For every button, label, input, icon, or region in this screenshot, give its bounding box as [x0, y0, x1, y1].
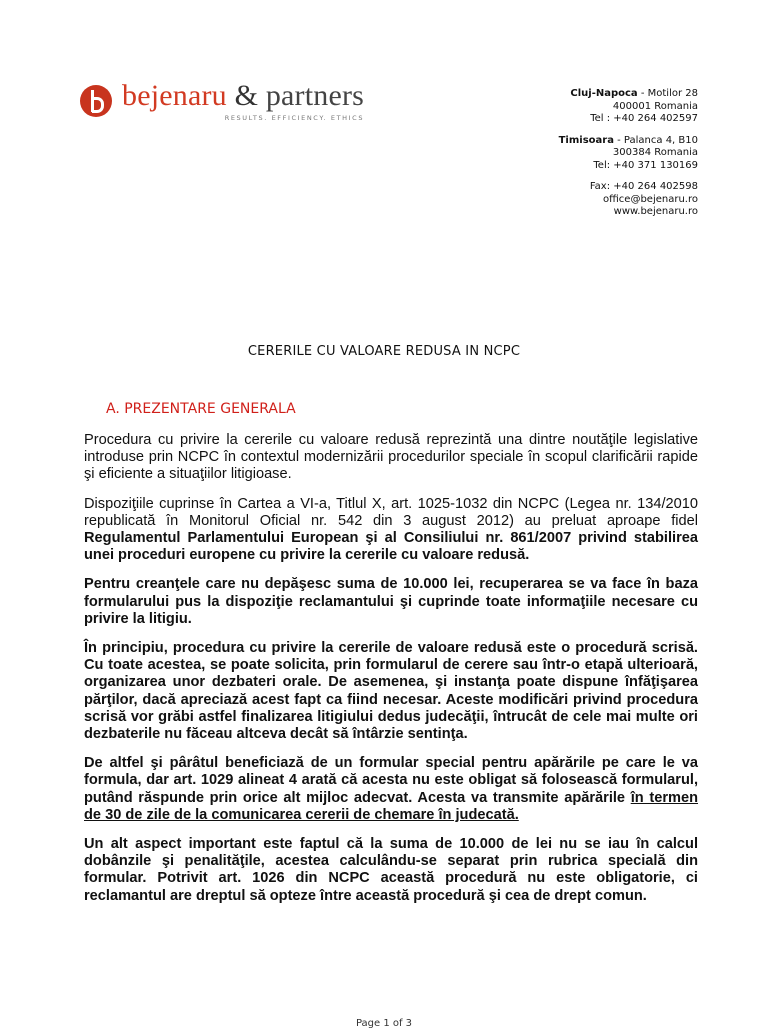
logo-name	[122, 80, 364, 112]
timisoara-address: - Palanca 4, B10	[613, 134, 698, 146]
logo-name-partners: partners	[265, 79, 365, 112]
timisoara-city: Timisoara	[558, 134, 614, 146]
logo-ampersand: &	[234, 79, 259, 112]
paragraph-2-text: Dispoziţiile cuprinse în Cartea a VI-a, Titlul X, art. 1025-1032 din NCPC (Legea nr. 134/2010 republicată în Monitorul Oficial nr. 542 din 3 august 2012) au preluat aproape fidel	[84, 495, 698, 529]
contact-info	[559, 88, 698, 228]
paragraph-1: Procedura cu privire la cererile cu valoare redusă reprezintă una dintre noutăţile legislative introduse prin NCPC în contextul modernizării procedurilor speciale în scopul clarificării rapide şi eficiente a situaţiilor litigioase.	[84, 432, 698, 483]
logo-tagline: RESULTS. EFFICIENCY. ETHICS	[224, 114, 365, 122]
paragraph-3: Pentru creanţele care nu depăşesc suma de 10.000 lei, recuperarea se va face în baza formularului pus la dispoziţie reclamantului şi cuprinde toate informaţiile necesare cu privire la litigiu.	[84, 576, 698, 627]
paragraph-5-underline: în termen de 30 de zile de la comunicarea cererii de chemare în judecată.	[84, 789, 699, 823]
contact-general	[559, 181, 698, 219]
paragraph-5	[84, 755, 698, 824]
paragraph-4: În principiu, procedura cu privire la cererile de valoare redusă este o procedură scrisă. Cu toate acestea, se poate solicita, prin formularul de cerere sau într-o etapă ulterioară, organizarea unor dezbateri orale. De asemenea, şi instanţa poate dispune înfăţişarea părţilor, dacă apreciază acest fapt ca fiind necesar. Aceste modificări privind procedura scrisă vor grăbi astfel finalizarea litigiului dedus judecăţii, întrucât de cele mai multe ori dezbaterile nu făceau altceva decât să întârzie sentinţa.	[84, 640, 698, 743]
cluj-tel: Tel : +40 264 402597	[590, 113, 698, 124]
company-logo	[80, 80, 364, 122]
paragraph-5-text: De altfel şi pârâtul beneficiază de un formular special pentru apărările pe care le va formula, dar art. 1029 alineat 4 arată că acesta nu este obligat să folosească formularul, putând răspunde prin orice alt mijloc adecvat. Acesta va transmite apărările	[84, 755, 698, 806]
fax-number: Fax: +40 264 402598	[589, 181, 698, 192]
contact-timisoara	[559, 135, 698, 173]
contact-cluj	[559, 88, 698, 126]
paragraph-2	[84, 496, 698, 565]
logo-b-icon	[80, 85, 112, 117]
cluj-address: - Motilor 28	[637, 88, 698, 99]
logo-name-red: bejenaru	[122, 79, 227, 112]
email-address: office@bejenaru.ro	[603, 193, 698, 205]
cluj-zip: 400001 Romania	[612, 100, 698, 112]
section-heading-a: A. PREZENTARE GENERALA	[106, 401, 296, 417]
document-body	[84, 432, 698, 917]
cluj-city: Cluj-Napoca	[570, 88, 638, 99]
paragraph-6: Un alt aspect important este faptul că la suma de 10.000 de lei nu se iau în calcul dobânzile şi penalităţile, acestea calculându-se separat prin rubrica specială din formular. Potrivit art. 1026 din NCPC această procedură nu este obligatorie, ci reclamantul are dreptul să opteze între această procedură şi cea de drept comun.	[84, 836, 698, 904]
website: www.bejenaru.ro	[613, 206, 698, 217]
paragraph-2-bold: Regulamentul Parlamentului European şi al Consiliului nr. 861/2007 privind stabilirea unei proceduri europene cu privire la cererile cu valoare redusă.	[84, 530, 698, 564]
document-title: CERERILE CU VALOARE REDUSA IN NCPC	[247, 344, 521, 359]
timisoara-zip: 300384 Romania	[612, 147, 698, 158]
page-number: Page 1 of 3	[355, 1018, 413, 1029]
timisoara-tel: Tel: +40 371 130169	[593, 159, 698, 171]
logo-text	[122, 80, 364, 122]
